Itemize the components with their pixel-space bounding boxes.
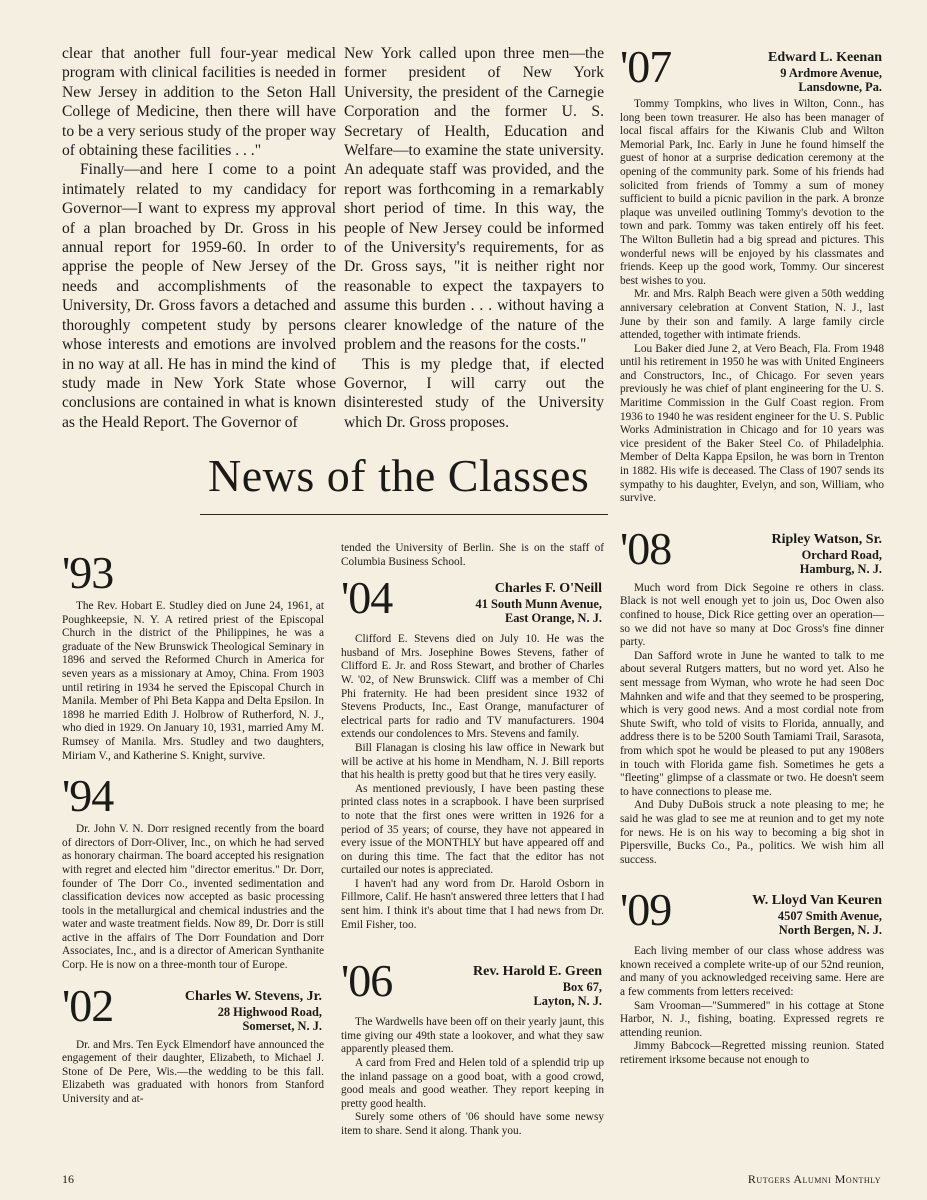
class-year: '08 [620,522,672,574]
secretary-city: Hamburg, N. J. [799,561,882,576]
secretary-city: East Orange, N. J. [504,611,602,626]
secretary-name: Ripley Watson, Sr. [771,531,882,547]
secretary-name: Charles W. Stevens, Jr. [184,988,322,1004]
secretary-street: Orchard Road, [801,547,882,562]
article-column-2 [344,44,604,432]
class-header-1908 [620,522,884,582]
class-header-1902 [62,979,324,1039]
class-note: Lou Baker died June 2, at Vero Beach, Fla. From 1948 until his retirement in 1950 he was with United Engineers and Constructors, Inc., of Chicago. For seven years previously he was chief of plant engineering for the U. S. Maritime Commission in the Gulf Coast region. From 1936 to 1940 he was resident engineer for the U. S. Public Works Administration in Chicago and for 10 years was vice president of the Baker Steel Co. of Philadelphia. Member of Delta Kappa Epsilon, he was born in Trenton in 1882. His wife is deceased. The Class of 1907 sends its sympathy to his daughter, Evelyn, and son, William, who survive. [620,342,884,505]
class-header-1904 [341,572,604,633]
class-note: Jimmy Babcock—Regretted missing reunion. Stated retirement irksome because not enough to [620,1040,884,1067]
class-year: '06 [341,955,393,1007]
class-note: The Rev. Hobart E. Studley died on June 24, 1961, at Poughkeepsie, N. Y. A retired priest of the Episcopal Church in the district of the Philippines, he was a graduate of the New Brunswick Theological Seminary in 1896 and served the Reformed Church in America for seven years as a missionary at Amoy, China. From 1903 until retiring in 1934 he served the Episcopal Church in Manila. Member of Phi Beta Kappa and Delta Epsilon. In 1898 he married Edith J. Holbrow of Rutherford, N. J., who died in 1929. On January 10, 1931, married Amy M. Rumsey of Manila. Mrs. Studley and two daughters, Miriam V., and Katherine S. Knight, survive. [62,600,324,762]
class-secretary [752,893,882,937]
class-notes-column-3 [620,41,884,1068]
class-note: As mentioned previously, I have been pasting these printed class notes in a scrapbook. I have been surprised to note that the first ones were written in 1926 for a period of 35 years; of course, they have not appeared in every issue of the MONTHLY but have appeared off and on during this time. The fact that the editor has not curtailed our notes is appreciated. [341,782,604,877]
secretary-street: 28 Highwood Road, [217,1004,322,1019]
class-note: Mr. and Mrs. Ralph Beach were given a 50th wedding anniversary celebration at Convent Station, N. J., last June by their son and family. A large family circle attended, together with intimate friends. [620,288,884,342]
class-notes-column-1 [62,547,324,1107]
class-header-1909 [620,884,884,945]
class-year: '07 [620,41,672,92]
class-secretary [473,964,602,1008]
class-year: '04 [341,572,393,624]
class-year: '94 [62,770,114,822]
secretary-name: W. Lloyd Van Keuren [752,893,882,909]
class-header-1893 [62,547,324,600]
class-note: Surely some others of '06 should have some newsy item to share. Send it along. Thank you. [341,1111,604,1137]
article-paragraph: New York called upon three men—the former president of New York University, the president of the Carnegie Corporation and the former U. S. Secretary of Health, Education and Welfare—to examine the state university. An adequate staff was provided, and the report was forthcoming in a remarkably short period of time. In this way, the people of New Jersey could be informed of the University's requirements, for as Dr. Gross says, "it is neither right nor reasonable to expect the taxpayers to assume this burden . . . without having a clearer knowledge of the nature of the problem and the reasons for the costs." [344,45,604,354]
secretary-city: Lansdowne, Pa. [798,80,882,94]
class-note: Each living member of our class whose address was known received a complete write-up of our 52nd reunion, and many of you acknowledged receiving same. Here are a few comments from letters received: [620,945,884,999]
class-secretary [185,989,322,1033]
secretary-name: Charles F. O'Neill [494,581,602,597]
publication-name: Rutgers Alumni Monthly [747,1172,881,1186]
article-paragraph: clear that another full four-year medical program with clinical facilities is needed in New Jersey in addition to the Seton Hall College of Medicine, then there will have to be a very serious study of the proper way of obtaining these facilities . . ." [62,45,336,160]
article-paragraph: This is my pledge that, if elected Governor, I will carry out the disinterested study of the University which Dr. Gross proposes. [344,355,604,431]
class-note: A card from Fred and Helen told of a splendid trip up the inland passage on a good boat, with a good crowd, good meals and good weather. They report keeping in pretty good health. [341,1057,604,1110]
class-note: I haven't had any word from Dr. Harold Osborn in Fillmore, Calif. He hasn't answered three letters that I had sent him. I think it's about time that I had news from Dr. Emil Fisher, too. [341,877,604,931]
class-note: And Duby DuBois struck a note pleasing to me; he said he was glad to see me at reunion and to get my note for news. He is on his way to becoming a big shot in Pipersville, Bucks Co., Pa., politics. We wish him all success. [620,799,884,866]
secretary-name: Edward L. Keenan [768,50,882,65]
class-note: Dr. and Mrs. Ten Eyck Elmendorf have announced the engagement of their daughter, Elizabeth, to Michael J. Stone of De Pere, Wis.—the wedding to be this fall. Elizabeth was graduated with honors from Stanford University and at- [62,1038,324,1106]
secretary-city: Layton, N. J. [533,994,602,1009]
class-notes-column-2 [341,542,604,1139]
class-header-1907 [620,41,884,98]
class-year: '93 [62,547,114,598]
page-number: 16 [62,1172,74,1186]
class-note: Clifford E. Stevens died on July 10. He was the husband of Mrs. Josephine Bowes Stevens, father of Clifford E. Jr. and Ross Stewart, and brother of Charles W. '02, of New Brunswick. Cliff was a member of Chi Phi fraternity. He had been president since 1932 of Stevens Products, Inc., East Orange, manufacturer of electrical parts for radio and TV manufacturers. 1904 extends our condolences to Mrs. Stevens and family. [341,633,604,741]
secretary-street: 9 Ardmore Avenue, [780,66,882,80]
class-note: Much word from Dick Segoine re others in class. Black is not well enough yet to join us, Doc Owen also confined to house, Dick Rice getting over an operation—so we did not have so many at Doc Gross's fine dinner party. [620,581,884,649]
article-paragraph: Finally—and here I come to a point intimately related to my candidacy for Governor—I want to express my approval of a plan broached by Dr. Gross in his annual report for 1959-60. In order to apprise the people of New Jersey of the needs and accomplishments of the University, Dr. Gross favors a detached and thoroughly competent study by persons whose interests and emotions are involved in no way at all. He has in mind the kind of study made in New York State whose conclusions are contained in what is known as the Heald Report. The Governor of [62,161,336,431]
class-secretary [772,532,882,576]
article-column-1 [62,44,336,432]
secretary-street: 41 South Munn Avenue, [475,597,602,612]
class-note-continued: tended the University of Berlin. She is on the staff of Columbia Business School. [341,542,604,568]
class-secretary [476,581,602,625]
secretary-name: Rev. Harold E. Green [473,964,602,980]
class-note: Dan Safford wrote in June he wanted to talk to me about several Rutgers matters, but no word yet. Also he sent message from Wyman, who wrote he had seen Doc Mahnken and wife and that they seemed to be prospering, which is very good news. And a most cordial note from Shute Swift, who told of visits to Florida, annually, and address there is to be 5200 South Tamiami Trail, Sarasota, from which spot he would be pleased to put any 1908ers in touch with Florida game fish. Sometimes he gets a "fleeting" glimpse of a classmate or two. He doesn't seem to have connections to please me. [620,649,884,798]
secretary-city: Somerset, N. J. [242,1018,322,1033]
class-note: Bill Flanagan is closing his law office in Newark but will be active at his home in Mendham, N. J. Bill reports that his health is pretty good but that he tires very easily. [341,741,604,782]
class-year: '09 [620,884,672,936]
class-secretary [768,50,882,94]
class-note: Tommy Tompkins, who lives in Wilton, Conn., has long been town treasurer. He also has been manager of local fiscal affairs for the Kiwanis Club and Wilton Memorial Park, Inc. Early in June he found himself the guest of honor at a surprise dedication ceremony at the opening of the community park. Some of his friends had solicited from friends of Tommy a sum of money sufficient to build a picnic pavilion in the park. A bronze plaque was unveiled outlining Tommy's devotion to the town and park. Tommy was taken entirely off his feet. The Wilton Bulletin had a big spread and pictures. This wonderful news will be enjoyed by his classmates and friends. Keep up the good work, Tommy. Our sincerest best wishes to you. [620,98,884,287]
secretary-city: North Bergen, N. J. [778,923,882,938]
class-note: Sam Vrooman—"Summered" in his cottage at Stone Harbor, N. J., fishing, boating. Expressed regrets re attending reunion. [620,999,884,1039]
class-year: '02 [62,979,114,1031]
class-note: Dr. John V. N. Dorr resigned recently from the board of directors of Dorr-Oliver, Inc., on which he had served as honorary chairman. The board accepted his resignation with regret and elected him "director emeritus." Dr. Dorr, founder of The Dorr Co., invented sedimentation and classification devices now accepted as basic processing tools in the metallurgical and chemical industries and the water and waste treatment fields. Now 89, Dr. Dorr is still active in the affairs of The Dorr Foundation and Dorr Associates, Inc., and is a director of American Synthanite Corp. He is now on a three-month tour of Europe. [62,823,324,972]
heading-rule [200,514,608,515]
class-header-1906 [341,955,604,1016]
section-title: News of the Classes [208,450,590,501]
secretary-street: 4507 Smith Avenue, [777,909,882,924]
class-note: The Wardwells have been off on their yearly jaunt, this time giving our 49th state a lookover, and what they saw apparently pleased them. [341,1016,604,1056]
secretary-street: Box 67, [562,980,602,995]
class-header-1894 [62,770,324,823]
